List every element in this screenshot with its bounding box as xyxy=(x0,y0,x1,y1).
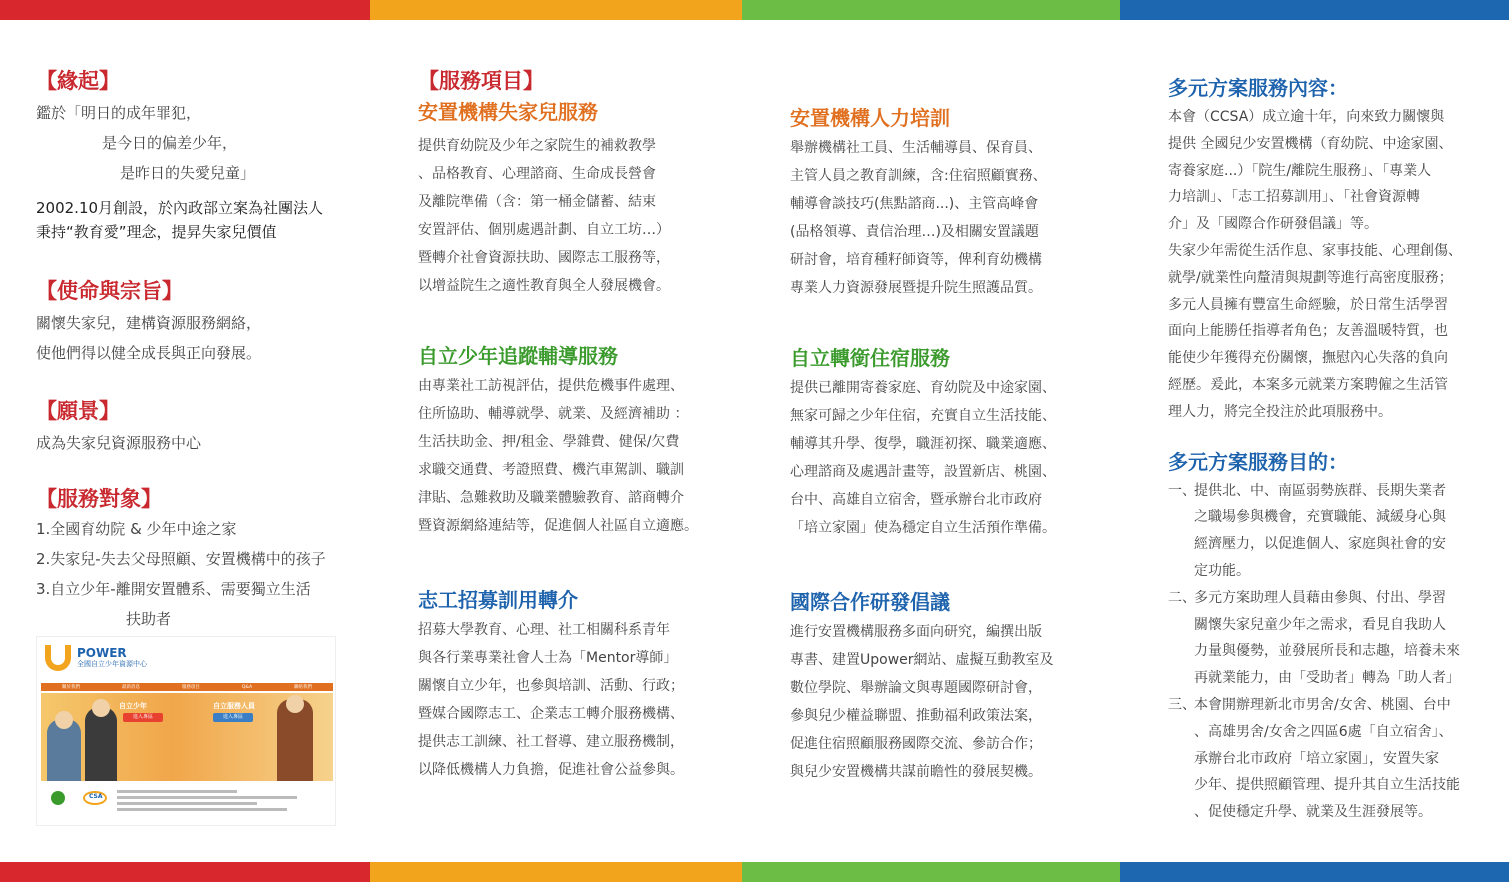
origin-line: 是昨日的失愛兒童」 xyxy=(120,164,256,182)
footer-text-lines xyxy=(117,787,317,814)
character-figure xyxy=(85,707,117,781)
site-nav-item: 聯絡我們 xyxy=(294,685,312,690)
vision-title: 【願景】 xyxy=(36,398,120,423)
list-item: 二、 多元方案助理人員藉由參與、付出、學習 關懷失家兒童少年之需求，看見自我助人 力量與優勢，並發展所長和志趣，培養未來 再就業能力，由「受助者」轉為「助人者」 xyxy=(1168,589,1460,687)
character-head xyxy=(286,695,304,713)
site-nav-item: Q&A xyxy=(241,684,253,690)
target-item: 1.全國育幼院 & 少年中途之家 xyxy=(36,520,237,538)
service-body: 由專業社工訪視評估，提供危機事件處理、 住所協助、輔導就學、就業、及經濟補助 ： 生活扶助金、押/租金、學雜費、健保/欠費 求職交通費、考證照費、機汽車駕訓、職訓 津貼、急難救助及職業體驗教育、諮商轉介 暨資源網絡連結等，促進個人社區自立適應。 xyxy=(418,378,698,534)
vision-text: 成為失家兒資源服務中心 xyxy=(36,434,202,452)
website-screenshot xyxy=(36,636,336,826)
stripe-red xyxy=(0,862,370,882)
site-banner xyxy=(41,693,333,781)
top-color-stripe xyxy=(0,0,1509,20)
stripe-blue xyxy=(1120,862,1509,882)
mission-title: 【使命與宗旨】 xyxy=(36,278,183,303)
program-purpose-title: 多元方案服務目的： xyxy=(1168,449,1348,474)
target-title: 【服務對象】 xyxy=(36,486,162,511)
character-head xyxy=(55,711,73,729)
stripe-green xyxy=(742,862,1120,882)
column-about xyxy=(36,60,356,634)
site-nav xyxy=(41,683,333,691)
service-heading: 國際合作研發倡議 xyxy=(790,590,950,614)
banner-button: 進入專區 xyxy=(123,713,163,722)
service-body: 招募大學教育、心理、社工相關科系青年 與各行業專業社會人士為「Mentor導師」 關懷自立少年，也參與培訓、活動、行政； 暨媒合國際志工、企業志工轉介服務機構、 提供志工訓練、社工督導、建立服務機制， 以降低機構人力負擔，促進社會公益參與。 xyxy=(418,622,684,778)
list-item: 一、 提供北、中、南區弱勢族群、長期失業者 之職場參與機會，充實職能、減緩身心與 經濟壓力，以促進個人、家庭與社會的安 定功能。 xyxy=(1168,482,1446,579)
banner-label: 自立服務人員 xyxy=(213,702,255,710)
mission-line: 使他們得以健全成長與正向發展。 xyxy=(36,344,262,362)
partner-logo-icon xyxy=(51,791,65,805)
service-heading: 自立轉銜住宿服務 xyxy=(790,346,950,370)
stripe-orange xyxy=(370,0,742,20)
logo-text: POWER xyxy=(77,646,127,660)
csa-logo-icon: CSA xyxy=(83,791,107,805)
target-item: 3.自立少年-離開安置體系、需要獨立生活 xyxy=(36,580,311,598)
service-heading: 安置機構人力培訓 xyxy=(790,106,950,130)
column-services-2 xyxy=(790,60,1130,786)
program-content-body: 本會（CCSA）成立逾十年，向來致力關懷與 提供 全國兒少安置機構（育幼院、中途家園、 寄養家庭...）「院生/離院生服務」、「專業人 力培訓」、「志工招募訓用」、「社會資源轉 介」及「國際合作研發倡議」等。 失家少年需從生活作息、家事技能、心理創傷、 就學/就業性向釐清與規劃等進行高密度服務； 多元人員擁有豐富生命經驗，於日常生活學習 面向上能勝任指導者角色；友善溫暖特質，也 能使少年獲得充份關懷，撫慰內心失落的負向 經歷。爰此，本案多元就業方案聘僱之生活管 理人力，將完全投注於此項服務中。 xyxy=(1168,109,1462,420)
program-content-title: 多元方案服務內容： xyxy=(1168,76,1348,100)
founding-line: 秉持“教育愛”理念，提昇失家兒價值 xyxy=(36,223,277,241)
service-heading: 志工招募訓用轉介 xyxy=(418,588,578,612)
list-item: 三、 本會開辦理新北市男舍/女舍、桃園、台中 、高雄男舍/女舍之四區6處「自立宿舍」、 承辦台北市政府「培立家園」，安置失家 少年、提供照顧管理、提升其自立生活技能 、促使穩定升學、就業及生涯發展等。 xyxy=(1168,696,1460,821)
banner-button: 進入專區 xyxy=(213,713,253,722)
site-nav-item: 服務項目 xyxy=(181,685,200,690)
founding-line: 2002.10月創設，於內政部立案為社團法人 xyxy=(36,199,324,217)
stripe-orange xyxy=(370,862,742,882)
mission-line: 關懷失家兒，建構資源服務網絡， xyxy=(36,314,262,332)
service-heading: 安置機構失家兒服務 xyxy=(418,100,598,124)
service-body: 舉辦機構社工員、生活輔導員、保育員、 主管人員之教育訓練，含:住宿照顧實務、 輔導會談技巧(焦點諮商...)、主管高峰會 (品格領導、責信治理…)及相關安置議題 研討會，培育種籽師資等，俾利育幼機構 專業人力資源發展暨提升院生照護品質。 xyxy=(790,140,1047,296)
column-program xyxy=(1168,60,1488,826)
services-title: 【服務項目】 xyxy=(418,68,544,93)
stripe-blue xyxy=(1120,0,1509,20)
origin-line: 是今日的偏差少年， xyxy=(102,134,238,152)
purpose-list xyxy=(1168,478,1488,826)
site-nav-item: 最新消息 xyxy=(121,685,140,690)
bottom-color-stripe xyxy=(0,862,1509,882)
stripe-red xyxy=(0,0,370,20)
service-body: 提供育幼院及少年之家院生的補救教學 、品格教育、心理諮商、生命成長營會 及離院準備（含：第一桶金儲蓄、結束 安置評估、個別處遇計劃、自立工坊…） 暨轉介社會資源扶助、國際志工服務等， 以增益院生之適性教育與全人發展機會。 xyxy=(418,138,670,294)
target-item: 扶助者 xyxy=(126,610,172,628)
site-nav-item: 關於我們 xyxy=(61,685,80,690)
service-heading: 自立少年追蹤輔導服務 xyxy=(418,344,618,368)
service-body: 提供已離開寄養家庭、育幼院及中途家園、 無家可歸之少年住宿，充實自立生活技能、 輔導其升學、復學，職涯初探、職業適應、 心理諮商及處遇計畫等，設置新店、桃園、 台中、高雄自立宿舍，暨承辦台北市政府 「培立家園」使為穩定自立生活預作準備。 xyxy=(790,380,1056,536)
upower-logo-icon xyxy=(45,645,71,671)
service-body: 進行安置機構服務多面向研究，編撰出版 專書、建置Upower網站、虛擬互動教室及 數位學院、舉辦論文與專題國際研討會， 參與兒少權益聯盟、推動福利政策法案， 促進住宿照顧服務國際交流、參訪合作； 與兒少安置機構共謀前瞻性的發展契機。 xyxy=(790,624,1054,780)
character-head xyxy=(92,699,110,717)
stripe-green xyxy=(742,0,1120,20)
column-services xyxy=(418,60,758,784)
target-item: 2.失家兒-失去父母照顧、安置機構中的孩子 xyxy=(36,550,326,568)
logo-subtitle: 全國自立少年資源中心 xyxy=(77,660,147,668)
banner-label: 自立少年 xyxy=(119,702,147,710)
origin-title: 【緣起】 xyxy=(36,68,120,93)
origin-line: 鑑於「明日的成年罪犯， xyxy=(36,104,202,122)
